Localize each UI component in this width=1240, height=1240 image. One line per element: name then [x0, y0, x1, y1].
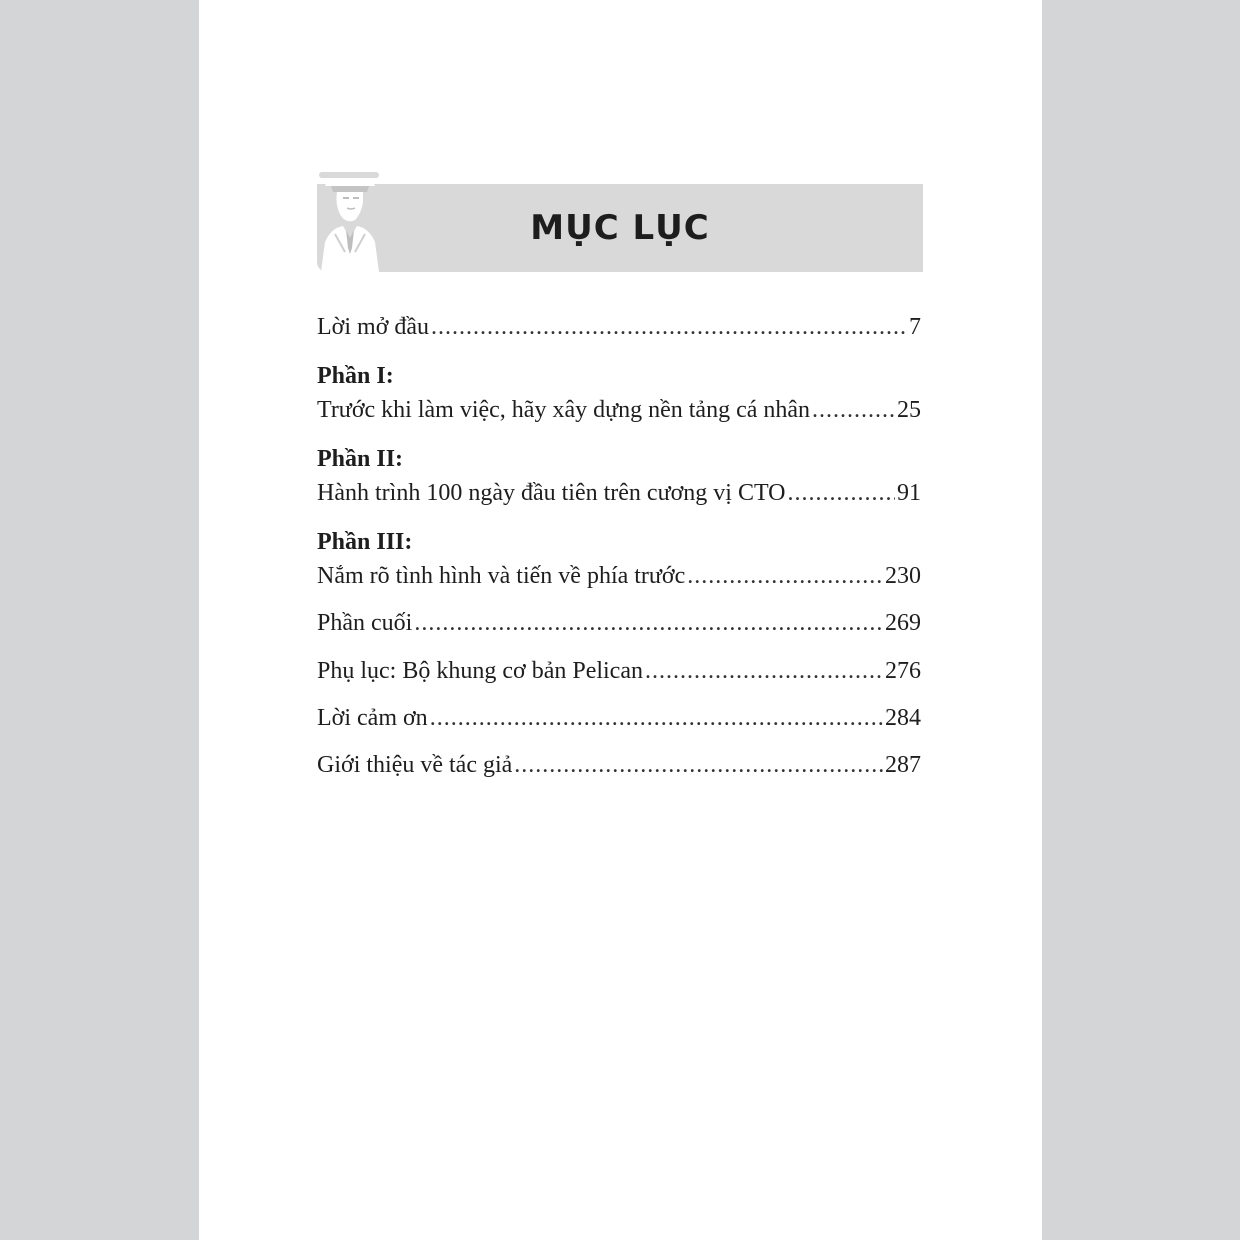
part-heading: Phần III:: [317, 529, 413, 555]
toc-entry-label: Giới thiệu về tác giả: [317, 752, 513, 778]
toc-entry-label: Phụ lục: Bộ khung cơ bản Pelican: [317, 658, 643, 684]
toc-entry-page: 287: [885, 752, 921, 778]
toc-entry-page: 7: [909, 314, 921, 340]
toc-entry[interactable]: [317, 563, 921, 593]
page-title: MỤC LỤC: [530, 208, 710, 248]
toc-entry[interactable]: [317, 705, 921, 735]
toc-entry-page: 230: [885, 563, 921, 589]
toc-entry[interactable]: [317, 752, 921, 782]
toc-entry-label: Phần cuối: [317, 610, 413, 636]
dot-leader: [430, 705, 883, 732]
toc-entry[interactable]: [317, 658, 921, 688]
dot-leader: [514, 752, 883, 779]
toc-entry-label: Lời cảm ơn: [317, 705, 428, 731]
toc-entry[interactable]: [317, 610, 921, 640]
part-heading: Phần II:: [317, 446, 404, 472]
toc-entry-label: Hành trình 100 ngày đầu tiên trên cương vị CTO: [317, 480, 786, 506]
toc-entry[interactable]: [317, 480, 921, 510]
part-heading: Phần I:: [317, 363, 394, 389]
dot-leader: [788, 480, 895, 507]
toc-entry-page: 25: [897, 397, 921, 423]
dot-leader: [812, 397, 895, 424]
header-band: [317, 184, 923, 272]
toc-entry-label: Nắm rõ tình hình và tiến về phía trước: [317, 563, 686, 589]
toc-entry-page: 91: [897, 480, 921, 506]
toc-entry[interactable]: [317, 314, 921, 344]
detective-portrait-icon: [317, 172, 383, 272]
dot-leader: [645, 658, 883, 685]
toc-entry-page: 284: [885, 705, 921, 731]
toc-entry[interactable]: [317, 397, 921, 427]
toc-entry-label: Trước khi làm việc, hãy xây dựng nền tảng cá nhân: [317, 397, 811, 423]
dot-leader: [687, 563, 883, 590]
toc-entry-label: Lời mở đầu: [317, 314, 430, 340]
toc-entry-page: 269: [885, 610, 921, 636]
toc-entry-page: 276: [885, 658, 921, 684]
dot-leader: [431, 314, 907, 341]
dot-leader: [414, 610, 883, 637]
book-page: [199, 0, 1042, 1240]
